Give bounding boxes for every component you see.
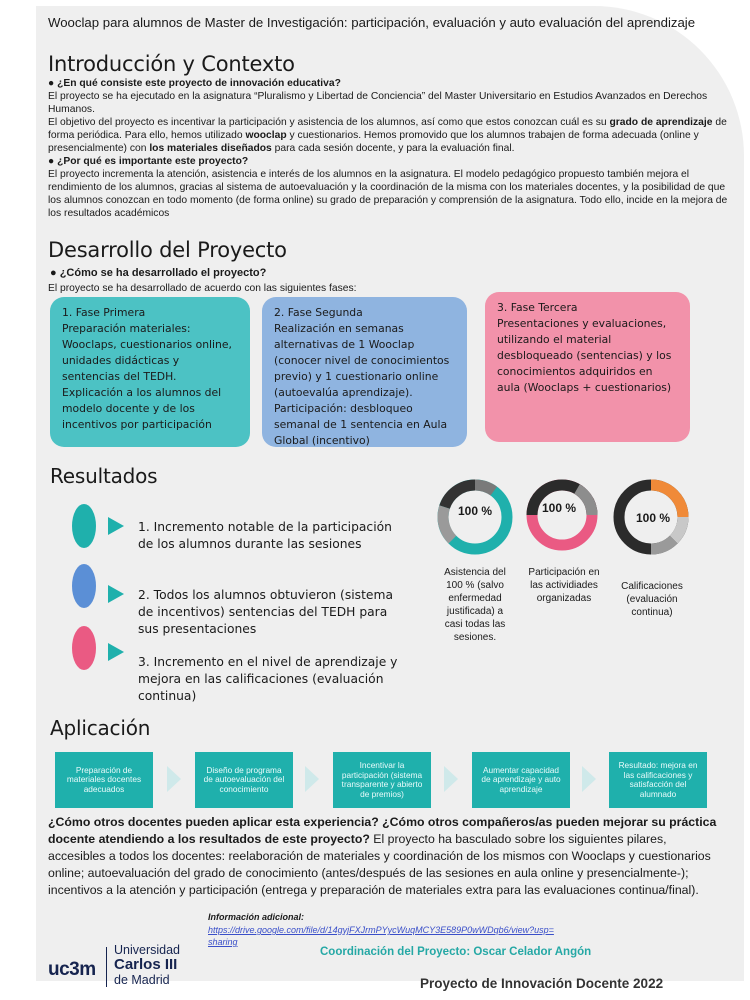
logo-line-2: Carlos III (114, 956, 178, 973)
application-text: ¿Cómo otros docentes pueden aplicar esta experiencia? ¿Cómo otros compañeros/as pueden mejorar su práctica docente atendiendo a los resultados de este proyecto? El proyecto ha basculado sobre los siguientes pilares, accesibles a todos los docentes: reelaboración de materiales y coordinación de los mismos con Wooclaps y cuestionarios online; autoevaluación del grado de conocimiento (antes/después de las sesiones en aula online y presencialmente-); incentivos a la atención y participación (entrega y preparación de materiales extra para las evaluaciones continua/final). (48, 815, 717, 897)
result-1-text: 1. Incremento notable de la participación de los alumnos durante las sesiones (138, 520, 392, 551)
flow-arrow-1-icon (167, 766, 181, 792)
footer-project: Proyecto de Innovación Docente 2022 (420, 976, 664, 991)
result-1-bullet-icon (72, 504, 96, 548)
intro-paragraph-1: El proyecto se ha ejecutado en la asignatura “Pluralismo y Libertad de Conciencia” del Master Universitario en Estudios Avanzados en Derechos Humanos. (48, 91, 708, 115)
donut-1-percent: 100 % (457, 504, 493, 518)
development-intro: El proyecto se ha desarrollado de acuerdo con las siguientes fases: (48, 283, 357, 294)
development-heading: Desarrollo del Proyecto (48, 238, 287, 262)
phase-3-card (485, 292, 690, 442)
info-link[interactable]: https://drive.google.com/file/d/14gyjFXJrmPYycWuqMCY3E589P0wWDqb6/view?usp=sharing (208, 925, 554, 947)
result-1-arrow-icon (108, 517, 124, 535)
flow-step-5: Resultado: mejora en las calificaciones y satisfacción del alumnado (609, 752, 707, 808)
phase-2-title: 2. Fase Segunda (274, 306, 363, 319)
info-label: Información adicional: (208, 912, 305, 922)
flow-step-3: Incentivar la participación (sistema transparente y abierto de premios) (333, 752, 431, 808)
donut-3-percent: 100 % (635, 511, 671, 525)
flow-arrow-3-icon (444, 766, 458, 792)
results-donuts (430, 474, 730, 564)
donut-3-label: Calificaciones (evaluación continua) (621, 581, 683, 618)
phase-2-body: Realización en semanas alternativas de 1 Wooclap (conocer nivel de conocimientos previo) y 1 cuestionario online (autoevalúa aprendizaje). Participación: desbloqueo semanal de 1 sentencia en Aula Global (incentivo) (274, 322, 450, 447)
development-question: ● ¿Cómo se ha desarrollado el proyecto? (50, 267, 267, 279)
logo-line-1: Universidad (114, 943, 181, 957)
intro-question-1: ● ¿En qué consiste este proyecto de innovación educativa? (48, 78, 341, 89)
application-heading: Aplicación (50, 716, 151, 740)
poster-title: Wooclap para alumnos de Master de Investigación: participación, evaluación y auto evaluación del aprendizaje (48, 15, 696, 30)
intro-question-2: ● ¿Por qué es importante este proyecto? (48, 156, 249, 167)
intro-heading: Introducción y Contexto (48, 52, 295, 76)
flow-arrow-4-icon (582, 766, 596, 792)
coordination-text: Coordinación del Proyecto: Oscar Celador Angón (320, 946, 592, 958)
phase-1-card (50, 297, 250, 447)
flow-step-2: Diseño de programa de autoevaluación del conocimiento (195, 752, 293, 808)
logo-short: uc3m (48, 959, 96, 980)
intro-paragraph-2: El objetivo del proyecto es incentivar la participación y asistencia de los alumnos, así como que estos conozcan cuál es su grado de aprendizaje de forma periódica. Para ello, hemos utilizado wooclap y cuestionarios. Hemos promovido que los alumnos trabajen de forma adecuada (online y presencialmente) con los materiales diseñados para cada sesión docente, y para la evaluación final. (48, 117, 727, 154)
intro-paragraph-3: El proyecto incrementa la atención, asistencia e interés de los alumnos en la asignatura. El modelo pedagógico propuesto también mejora el rendimiento de los alumnos, gracias al sistema de autoevaluación y la coordinación de la misma con los materiales docentes, y la posibilidad de que los alumnos conozcan en todo momento (de forma online) su grado de preparación y comprensión de la asignatura. Todo ello, incide en la mejora de los resultados académicos (48, 169, 728, 219)
flow-step-4: Aumentar capacidad de aprendizaje y auto aprendizaje (472, 752, 570, 808)
results-heading: Resultados (50, 464, 158, 488)
flow-step-1: Preparación de materiales docentes adecuados (55, 752, 153, 808)
result-3-arrow-icon (108, 643, 124, 661)
university-logo (48, 943, 198, 987)
phase-1-title: 1. Fase Primera (62, 306, 146, 319)
donut-1-label: Asistencia del 100 % (salvo enfermedad justificada) a casi todas las sesiones. (444, 567, 506, 643)
phase-1-body: Preparación materiales: Wooclaps, cuestionarios online, unidades didácticas y sentencias del TEDH. Explicación a los alumnos del modelo docente y de los incentivos por participación (62, 322, 232, 431)
donut-2-label: Participación en las actividiades organizadas (528, 567, 600, 604)
phase-2-card (262, 297, 467, 447)
intro-body (48, 77, 730, 220)
phase-3-title: 3. Fase Tercera (497, 301, 578, 314)
result-2-arrow-icon (108, 585, 124, 603)
donut-2-percent: 100 % (541, 501, 577, 515)
result-3-text: 3. Incremento en el nivel de aprendizaje y mejora en las calificaciones (evaluación continua) (138, 655, 398, 703)
phase-3-body: Presentaciones y evaluaciones, utilizando el material desbloqueado (sentencias) y los conocimientos adquiridos en aula (Wooclaps + cuestionarios) (497, 317, 672, 394)
result-2-text: 2. Todos los alumnos obtuvieron (sistema de incentivos) sentencias del TEDH para sus presentaciones (138, 588, 393, 636)
result-2-bullet-icon (72, 564, 96, 608)
flow-arrow-2-icon (305, 766, 319, 792)
logo-divider (106, 947, 107, 987)
logo-line-3: de Madrid (114, 973, 170, 987)
result-3-bullet-icon (72, 626, 96, 670)
